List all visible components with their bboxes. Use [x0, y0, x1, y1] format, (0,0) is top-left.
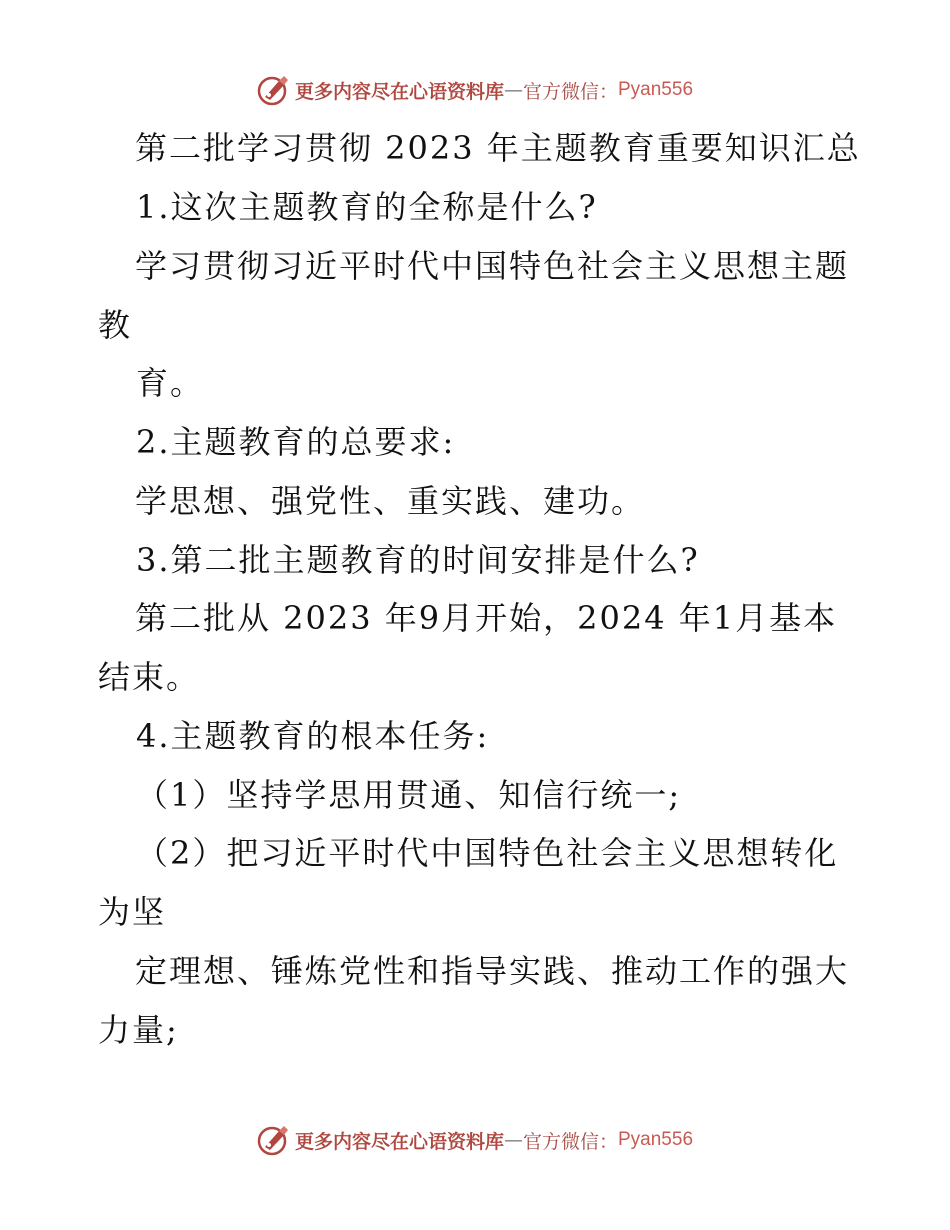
header-watermark-banner [0, 70, 950, 110]
question-2: 2.主题教育的总要求: [136, 423, 456, 461]
banner-brand-text: 更多内容尽在心语资料库 [294, 80, 504, 103]
banner-wechat-label: 官方微信： [522, 1130, 618, 1153]
banner-wechat-id: Pyan556 [618, 79, 694, 100]
answer-4-item-2-line-2: 为坚 [98, 893, 167, 931]
banner-brand-text: 更多内容尽在心语资料库 [294, 1130, 504, 1153]
banner-wechat-label: 官方微信： [522, 80, 618, 103]
answer-4-item-2-line-3: 定理想、锤炼党性和指导实践、推动工作的强大 [135, 952, 850, 990]
banner-separator: — [503, 79, 523, 101]
answer-3-line-1: 第二批从 2023 年9月开始，2024 年1月基本 [135, 599, 838, 637]
question-1: 1.这次主题教育的全称是什么? [136, 188, 598, 226]
footer-watermark-banner [0, 1120, 950, 1160]
banner-separator: — [503, 1129, 523, 1151]
answer-4-item-2-line-1: （2）把习近平时代中国特色社会主义思想转化 [136, 834, 839, 872]
answer-4-item-1: （1）坚持学思用贯通、知信行统一; [136, 776, 682, 814]
answer-4-item-2-line-4: 力量; [98, 1011, 179, 1049]
answer-2: 学思想、强党性、重实践、建功。 [135, 482, 646, 520]
banner-wechat-id: Pyan556 [618, 1129, 694, 1150]
document-title: 第二批学习贯彻 2023 年主题教育重要知识汇总 [135, 129, 861, 167]
question-4: 4.主题教育的根本任务: [136, 717, 490, 755]
answer-1-line-1: 学习贯彻习近平时代中国特色社会主义思想主题 [135, 247, 850, 285]
answer-1-line-2: 教 [98, 306, 133, 344]
pen-logo-icon [257, 73, 291, 107]
question-3: 3.第二批主题教育的时间安排是什么? [136, 541, 700, 579]
pen-logo-icon [257, 1123, 291, 1157]
answer-1-line-3: 育。 [136, 364, 205, 402]
answer-3-line-2: 结束。 [98, 658, 201, 696]
